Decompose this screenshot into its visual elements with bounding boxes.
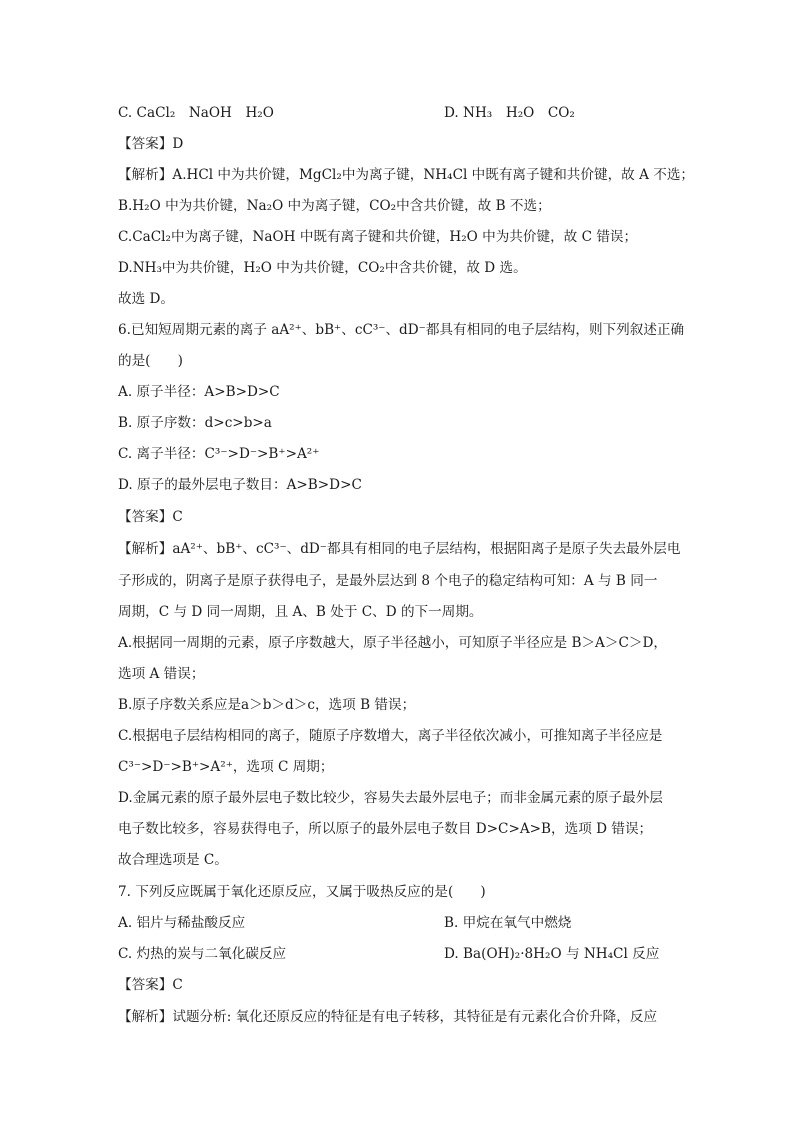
q7-answer: 【答案】C: [118, 977, 183, 993]
q7-analysis-1: 【解析】试题分析: 氧化还原反应的特征是有电子转移，其特征是有元素化合价升降，反应: [118, 1009, 658, 1025]
q6-stem-2: 的是( ): [118, 353, 183, 369]
q7-stem: 7. 下列反应既属于氧化还原反应，又属于吸热反应的是( ): [118, 884, 486, 900]
q6-analysis-1: 【解析】aA²⁺、bB⁺、cC³⁻、dD⁻都具有相同的电子层结构，根据阳离子是原子失去最外层电: [118, 541, 681, 557]
q6-option-b: B. 原子序数：d>c>b>a: [118, 415, 272, 431]
q5-analysis-1: 【解析】A.HCl 中为共价键，MgCl₂中为离子键，NH₄Cl 中既有离子键和共价键，故 A 不选；: [118, 167, 695, 183]
q6-analysis-11: 故合理选项是 C。: [118, 852, 228, 868]
q6-analysis-10: 电子数比较多，容易获得电子，所以原子的最外层电子数目 D>C>A>B，选项 D 错误；: [118, 821, 653, 837]
q6-analysis-3: 周期，C 与 D 同一周期，且 A、B 处于 C、D 的下一周期。: [118, 604, 483, 620]
q6-analysis-5: 选项 A 错误；: [118, 666, 205, 682]
q6-analysis-9: D.金属元素的原子最外层电子数比较少，容易失去最外层电子；而非金属元素的原子最外层: [118, 790, 663, 806]
q7-option-b: B. 甲烷在氧气中燃烧: [444, 915, 572, 931]
q5-analysis-2: B.H₂O 中为共价键，Na₂O 中为离子键，CO₂中含共价键，故 B 不选；: [118, 198, 551, 214]
q6-answer: 【答案】C: [118, 509, 183, 525]
q6-analysis-4: A.根据同一周期的元素，原子序数越大，原子半径越小，可知原子半径应是 B＞A＞C＞D，: [118, 635, 667, 651]
q6-option-d: D. 原子的最外层电子数目：A>B>D>C: [118, 477, 362, 493]
q6-option-a: A. 原子半径：A>B>D>C: [118, 384, 280, 400]
q5-option-c: C. CaCl₂ NaOH H₂O: [118, 105, 274, 121]
q5-analysis-4: D.NH₃中为共价键，H₂O 中为共价键，CO₂中含共价键，故 D 选。: [118, 260, 527, 276]
q5-analysis-5: 故选 D。: [118, 291, 175, 307]
q7-option-a: A. 铝片与稀盐酸反应: [118, 915, 246, 931]
q5-option-d: D. NH₃ H₂O CO₂: [444, 105, 575, 121]
q6-option-c: C. 离子半径：C³⁻>D⁻>B⁺>A²⁺: [118, 446, 320, 462]
q6-analysis-7: C.根据电子层结构相同的离子，随原子序数增大，离子半径依次减小，可推知离子半径应是: [118, 728, 663, 744]
q5-analysis-3: C.CaCl₂中为离子键，NaOH 中既有离子键和共价键，H₂O 中为共价键，故 C 错误；: [118, 229, 638, 245]
q6-stem-1: 6.已知短周期元素的离子 aA²⁺、bB⁺、cC³⁻、dD⁻都具有相同的电子层结构，则下列叙述正确: [118, 322, 685, 338]
q5-answer: 【答案】D: [118, 136, 184, 152]
q7-option-d: D. Ba(OH)₂·8H₂O 与 NH₄Cl 反应: [444, 946, 660, 962]
q7-option-c: C. 灼热的炭与二氧化碳反应: [118, 946, 287, 962]
q6-analysis-8: C³⁻>D⁻>B⁺>A²⁺，选项 C 周期；: [118, 759, 334, 775]
q6-analysis-2: 子形成的，阴离子是原子获得电子，是最外层达到 8 个电子的稳定结构可知：A 与 B 同一: [118, 573, 658, 589]
q6-analysis-6: B.原子序数关系应是a＞b＞d＞c，选项 B 错误；: [118, 697, 416, 713]
